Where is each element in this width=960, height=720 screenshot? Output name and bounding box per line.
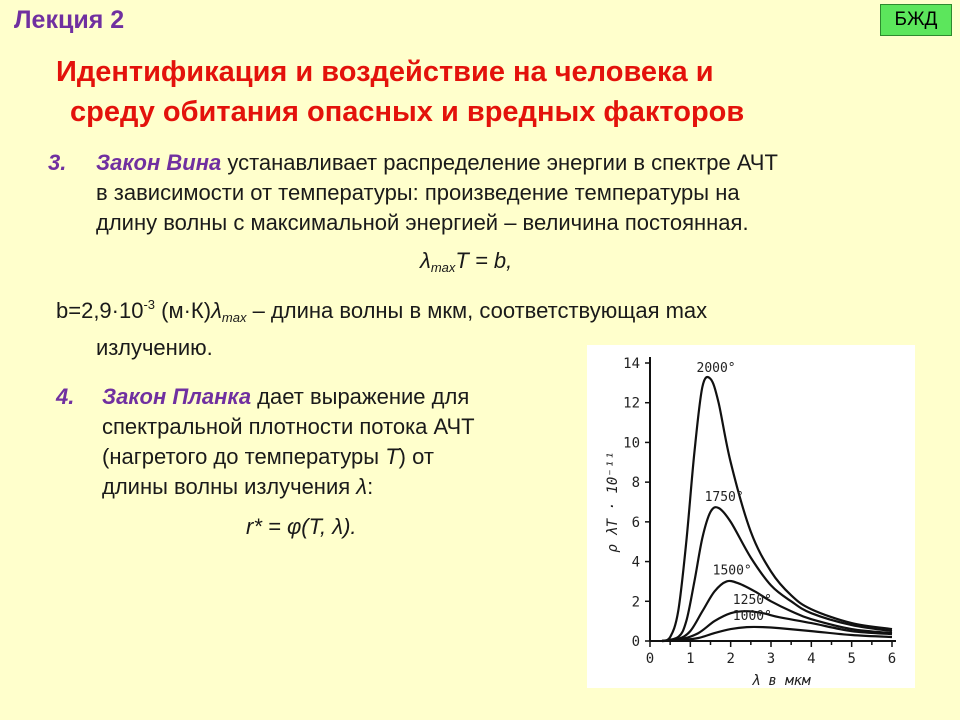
wien-law-name: Закон Вина: [96, 150, 222, 175]
curve-label: 1000°: [732, 609, 772, 625]
planck-law-text: [102, 382, 475, 502]
y-tick-label: 6: [631, 514, 640, 531]
x-tick-label: 6: [887, 651, 897, 667]
chart-svg: [587, 345, 915, 688]
y-tick-label: 8: [631, 475, 640, 492]
constant-description-line-2: излучению.: [96, 335, 213, 360]
curve-label: 1250°: [732, 593, 772, 609]
wien-law-paragraph: [48, 148, 928, 238]
planck-line-1: дает выражение для: [251, 384, 470, 409]
planck-law-paragraph: [56, 382, 576, 502]
wien-formula: [420, 248, 512, 275]
wien-law-text: [96, 148, 778, 238]
subject-badge: БЖД: [880, 4, 952, 36]
lecture-label: Лекция 2: [14, 6, 125, 34]
wien-line-2: в зависимости от температуры: произведение температуры на: [96, 180, 740, 205]
curve-label: 1750°: [704, 489, 744, 505]
title-line-1: Идентификация и воздействие на человека и: [56, 56, 714, 88]
constant-lambda-subscript: max: [221, 310, 247, 325]
curve-label: 1500°: [712, 563, 752, 579]
y-tick-label: 10: [623, 435, 640, 452]
planck-line-4a: длины волны излучения: [102, 474, 357, 499]
constant-exponent: -3: [143, 297, 156, 312]
constant-description: – длина волны в мкм, соответствующая max: [246, 298, 708, 323]
y-tick-label: 14: [623, 356, 640, 372]
constant-value: b=2,9·10: [56, 298, 144, 323]
y-tick-label: 2: [631, 594, 640, 611]
wien-line-1: устанавливает распределение энергии в спектре АЧТ: [221, 150, 778, 175]
item-number-4: 4.: [56, 384, 75, 409]
planck-line-3a: (нагретого до температуры: [102, 444, 386, 469]
item-number-3: 3.: [48, 150, 67, 175]
y-tick-label: 12: [623, 395, 640, 412]
x-tick-label: 4: [807, 651, 816, 667]
planck-line-3b: ) от: [398, 444, 434, 469]
x-tick-label: 3: [766, 651, 776, 667]
x-tick-label: 0: [645, 651, 655, 667]
formula-lambda: λ: [420, 248, 431, 273]
wien-line-3: длину волны с максимальной энергией – величина постоянная.: [96, 210, 749, 235]
x-axis-label: λ в мкм: [751, 673, 811, 688]
x-tick-label: 2: [726, 651, 735, 667]
planck-line-4b: :: [367, 474, 374, 499]
formula-lambda-subscript: max: [430, 260, 456, 275]
planck-line-2: спектральной плотности потока АЧТ: [102, 414, 475, 439]
blackbody-spectrum-chart: [587, 345, 915, 688]
slide-title: [40, 52, 940, 132]
y-tick-label: 0: [631, 634, 640, 650]
y-axis-label: ρ λT · 10⁻¹¹: [605, 451, 621, 553]
title-line-2: среду обитания опасных и вредных факторов: [70, 96, 745, 128]
planck-lambda-symbol: λ: [356, 474, 368, 499]
x-tick-label: 1: [686, 651, 695, 667]
x-tick-label: 5: [847, 651, 856, 667]
constant-lambda: λ: [211, 298, 222, 323]
curve-2000deg: [662, 377, 892, 641]
planck-temperature-symbol: T: [385, 444, 399, 469]
planck-formula: r* = φ(T, λ).: [246, 514, 357, 539]
y-tick-label: 4: [631, 554, 640, 571]
curve-label: 2000°: [696, 360, 736, 376]
planck-law-name: Закон Планка: [102, 384, 252, 409]
formula-rest: T = b,: [455, 248, 513, 273]
constant-unit: (м·К): [155, 298, 212, 323]
